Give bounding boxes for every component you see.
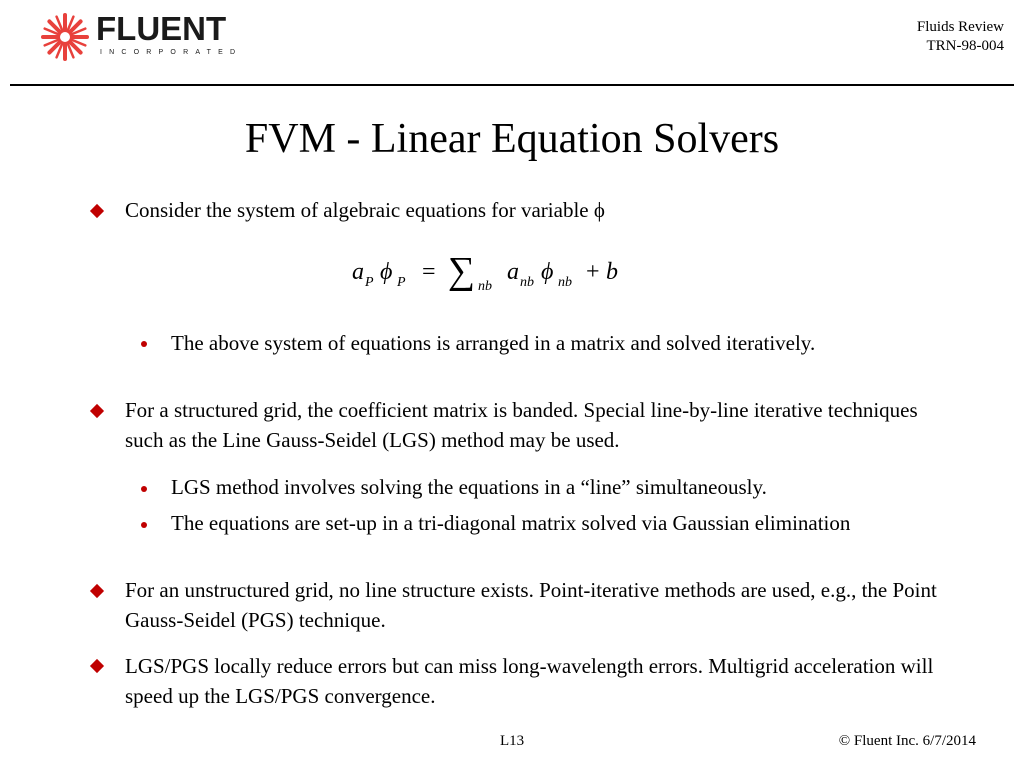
- eq-b: b: [606, 259, 618, 285]
- copyright: © Fluent Inc. 6/7/2014: [838, 733, 976, 749]
- sub-bullet-3: The equations are set-up in a tri-diagonal matrix solved via Gaussian elimination: [171, 511, 851, 535]
- eq-sub-nb1: nb: [520, 275, 534, 290]
- logo-subtitle: INCORPORATED: [100, 49, 243, 56]
- eq-a: a: [352, 259, 364, 285]
- eq-plus: +: [586, 259, 600, 285]
- diamond-bullet-icon: [90, 659, 104, 673]
- eq-a-nb: a: [507, 259, 519, 285]
- sub-bullet-1: The above system of equations is arranged in a matrix and solved iteratively.: [171, 331, 816, 355]
- fluent-starburst-icon: [40, 12, 90, 62]
- eq-sub-nb2: nb: [558, 275, 572, 290]
- doc-series: Fluids Review: [916, 19, 1004, 35]
- slide-title: FVM - Linear Equation Solvers: [244, 116, 780, 162]
- round-bullet-icon: [141, 486, 147, 492]
- round-bullet-icon: [141, 522, 147, 528]
- fluent-logo: [40, 10, 243, 60]
- logo-wordmark: FLUENT: [96, 10, 227, 47]
- eq-phi-nb: ϕ: [541, 259, 554, 285]
- document-id: [917, 18, 1004, 56]
- doc-number: TRN-98-004: [926, 38, 1004, 54]
- eq-sub-P2: P: [397, 275, 406, 290]
- diamond-bullet-icon: [90, 584, 104, 598]
- header-divider: [10, 84, 1014, 86]
- sub-bullet-2: LGS method involves solving the equations in a “line” simultaneously.: [171, 475, 767, 499]
- page-number: L13: [500, 733, 525, 749]
- diamond-bullet-icon: [90, 404, 104, 418]
- eq-sum-sub: nb: [478, 279, 492, 294]
- bullet-1: Consider the system of algebraic equations for variable ϕ: [125, 198, 605, 222]
- eq-sub-P1: P: [365, 275, 374, 290]
- bullet-4: LGS/PGS locally reduce errors but can miss long-wavelength errors. Multigrid acceleration will speed up the LGS/PGS convergence.: [125, 654, 934, 708]
- round-bullet-icon: [141, 341, 147, 347]
- eq-sum: ∑: [448, 250, 476, 292]
- bullet-2: For a structured grid, the coefficient matrix is banded. Special line-by-line iterative techniques such as the Line Gauss-Seidel (LGS) method may be used.: [125, 398, 918, 452]
- bullet-3: For an unstructured grid, no line structure exists. Point-iterative methods are used, e.g., the Point Gauss-Seidel (PGS) technique.: [125, 578, 937, 632]
- eq-equals: =: [422, 259, 436, 285]
- discretized-equation: [330, 246, 690, 306]
- eq-phi: ϕ: [380, 259, 393, 285]
- diamond-bullet-icon: [90, 204, 104, 218]
